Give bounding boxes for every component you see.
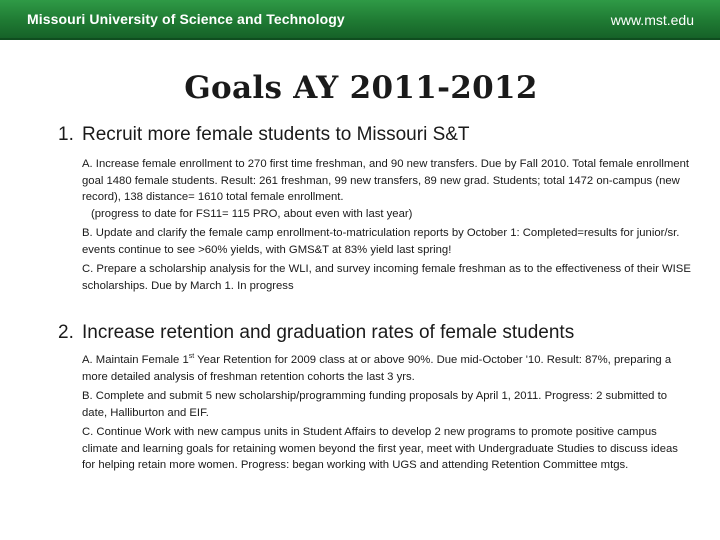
slide-title xyxy=(0,70,720,106)
website-url[interactable]: www.mst.edu xyxy=(610,12,694,28)
goal-2-item-a-sup: st xyxy=(188,353,195,361)
goal-2-item-a-start: A. Maintain Female 1 xyxy=(82,354,189,366)
header-banner xyxy=(0,0,720,40)
goal-2-item-c: C. Continue Work with new campus units in Student Affairs to develop 2 new programs to promote positive campus climate and learning goals for retaining women beyond the first year, meet with Undergraduate Studies to discuss ideas for helping retain more women. Progress: began working with UGS and attending Retention Committee mtgs. xyxy=(82,426,678,471)
goal-1-text: Recruit more female students to Missouri S&T xyxy=(82,124,470,145)
goal-1-items xyxy=(82,156,692,297)
goal-1-number: 1. xyxy=(58,124,74,145)
goal-1 xyxy=(58,124,698,146)
goal-2-item-a-rest: Year Retention for 2009 class at or above 90%. Due mid-October '10. Result: 87%, preparing a more detailed analysis of freshman retention cohorts the last 3 yrs. xyxy=(82,354,672,383)
goal-1-item-c: C. Prepare a scholarship analysis for the WLI, and survey incoming female freshman as to the effectiveness of their WISE scholarships. Due by March 1. In progress xyxy=(82,263,691,292)
university-name: Missouri University of Science and Technology xyxy=(27,11,345,27)
goal-1-item-a: A. Increase female enrollment to 270 first time freshman, and 90 new transfers. Due by Fall 2010. Total female enrollment goal 1480 female students. Result: 261 freshman, 99 new transfers, 89 new grad. Students; total 1472 on-campus (new record), 138 distance= 1610 total female enrollment. xyxy=(82,158,689,203)
goal-2-items xyxy=(82,352,692,477)
goal-2-number: 2. xyxy=(58,322,74,343)
goal-1-item-b: B. Update and clarify the female camp enrollment-to-matriculation reports by October 1: Completed=results for junior/sr. events continue to see >60% yields, with GMS&T at 83% yield last spring! xyxy=(82,227,680,256)
goal-2-text: Increase retention and graduation rates of female students xyxy=(82,322,575,343)
goal-1-item-a-progress: (progress to date for FS11= 115 PRO, about even with last year) xyxy=(91,207,413,220)
goal-2-item-b: B. Complete and submit 5 new scholarship/programming funding proposals by April 1, 2011. Progress: 2 submitted to date, Halliburton and EIF. xyxy=(82,390,668,419)
goal-2 xyxy=(58,322,698,344)
slide-title-text: Goals AY 2011-2012 xyxy=(184,70,538,106)
goal-2-item-a xyxy=(82,352,692,385)
